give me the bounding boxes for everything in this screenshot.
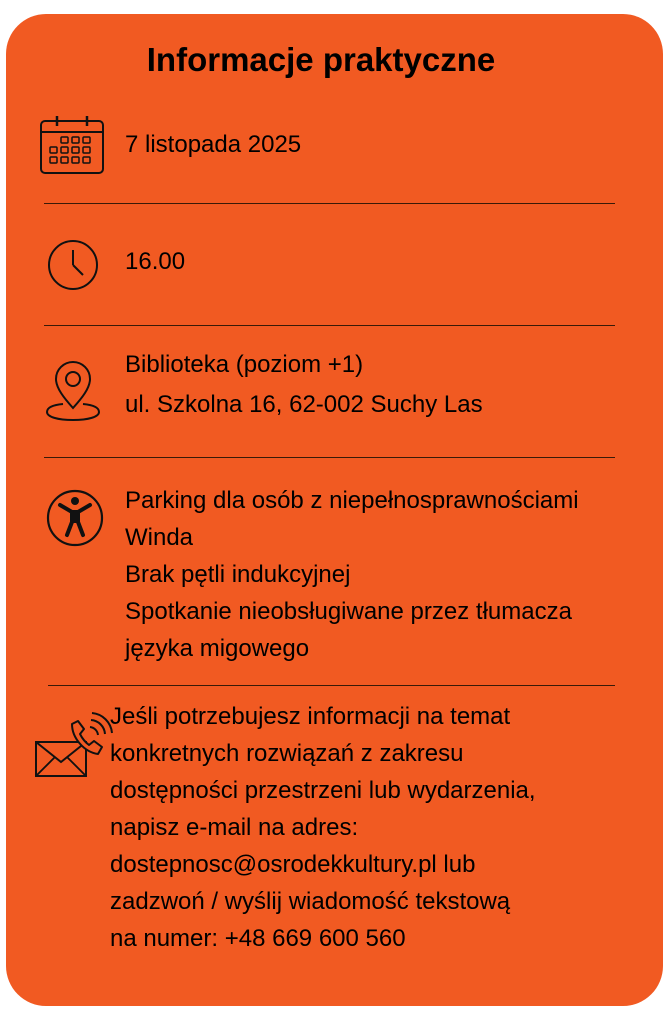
- divider: [48, 685, 615, 686]
- divider: [44, 457, 615, 458]
- card-title: Informacje praktyczne: [146, 41, 496, 78]
- contact-line: zadzwoń / wyślij wiadomość tekstową: [110, 888, 511, 915]
- clock-icon: [46, 238, 100, 292]
- location-name: Biblioteka (poziom +1): [125, 351, 364, 378]
- accessibility-item: języka migowego: [125, 635, 310, 662]
- accessibility-item: Brak pętli indukcyjnej: [125, 561, 351, 588]
- contact-phone-line[interactable]: na numer: +48 669 600 560: [110, 925, 406, 952]
- envelope-phone-icon: [34, 710, 116, 780]
- contact-info: [110, 698, 536, 957]
- divider: [44, 325, 615, 326]
- map-pin-icon: [44, 360, 102, 422]
- event-date: 7 listopada 2025: [125, 131, 302, 158]
- practical-info-card: [6, 14, 663, 1006]
- accessibility-item: Winda: [125, 524, 194, 551]
- accessibility-item: Spotkanie nieobsługiwane przez tłumacza: [125, 598, 572, 625]
- contact-line: Jeśli potrzebujesz informacji na temat: [110, 703, 511, 730]
- accessibility-icon: [45, 488, 105, 548]
- contact-line: konkretnych rozwiązań z zakresu: [110, 740, 464, 767]
- calendar-icon: [39, 114, 105, 176]
- divider: [44, 203, 615, 204]
- contact-email-line[interactable]: dostepnosc@osrodekkultury.pl lub: [110, 851, 476, 878]
- contact-line: dostępności przestrzeni lub wydarzenia,: [110, 777, 536, 804]
- contact-line: napisz e-mail na adres:: [110, 814, 359, 841]
- accessibility-item: Parking dla osób z niepełnosprawnościami: [125, 487, 579, 514]
- location-address: ul. Szkolna 16, 62-002 Suchy Las: [125, 391, 483, 418]
- event-time: 16.00: [125, 248, 186, 275]
